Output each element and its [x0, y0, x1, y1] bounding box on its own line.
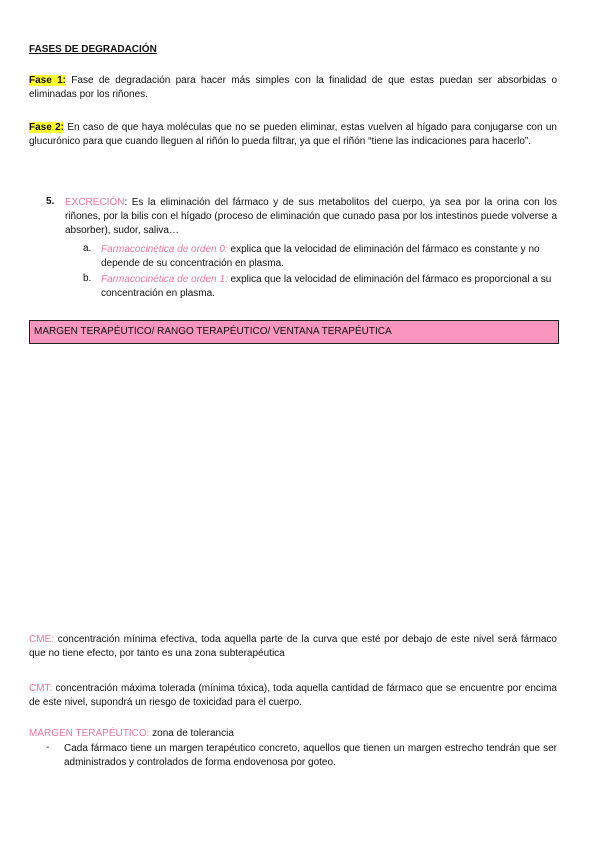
excrecion-number: 5. — [46, 196, 55, 207]
item-a-text: explica que la velocidad de eliminación del fármaco es constante y no depende de su concentración en plasma. — [101, 244, 540, 269]
cmt-paragraph — [29, 682, 557, 710]
excrecion-text: : Es la eliminación del fármaco y de sus metabolitos del cuerpo, ya sea por la orina con los riñones, por la bilis con el hígado (proceso de eliminación que cunado pasa por los intestinos puede volverse a absorber), sudor, saliva… — [65, 197, 557, 236]
cmt-text: concentración máxima tolerada (mínima tóxica), toda aquella cantidad de fármaco que se encuentre por encima de este nivel, supondrá un riesgo de toxicidad para el cuerpo. — [29, 683, 557, 708]
item-a-letter: a. — [83, 243, 92, 254]
item-a-term: Farmacocinética de orden 0: — [101, 244, 228, 255]
cmt-term: CMT: — [29, 683, 53, 694]
cme-term: CME: — [29, 634, 54, 645]
margen-bullet-text: Cada fármaco tiene un margen terapéutico concreto, aquellos que tienen un margen estrecho tendrán que ser administrados y controlados de forma endovenosa por goteo. — [64, 743, 557, 768]
item-b-term: Farmacocinética de orden 1: — [101, 274, 228, 285]
excrecion-term: EXCRECIÓN — [65, 197, 125, 208]
margen-term: MARGEN TERAPÉUTICO: — [29, 728, 150, 739]
fase2-label: Fase 2: — [29, 122, 65, 133]
section-title: FASES DE DEGRADACIÓN — [29, 44, 157, 55]
margen-header-box: MARGEN TERAPÉUTICO/ RANGO TERAPÉUTICO/ VENTANA TERAPÉUTICA — [29, 320, 559, 344]
fase1-paragraph — [29, 74, 557, 102]
cme-paragraph — [29, 633, 557, 661]
item-a-paragraph — [101, 243, 557, 271]
cme-text: concentración mínima efectiva, toda aquella parte de la curva que esté por debajo de este nivel será fármaco que no tiene efecto, por tanto es una zona subterapéutica — [29, 634, 557, 659]
fase1-text: Fase de degradación para hacer más simples con la finalidad de que estas puedan ser absorbidas o eliminadas por los riñones. — [29, 75, 557, 100]
item-b-letter: b. — [83, 273, 92, 284]
fase2-paragraph — [29, 121, 557, 149]
fase2-text: En caso de que haya moléculas que no se pueden eliminar, estas vuelven al hígado para conjugarse con un glucurónico para que cuando lleguen al riñón lo pueda filtrar, ya que el riñón “tiene las indicaciones para hacerlo”. — [29, 122, 557, 147]
margen-paragraph — [29, 727, 557, 741]
margen-text: zona de tolerancia — [149, 728, 234, 739]
fase1-label: Fase 1: — [29, 75, 66, 86]
margen-bullet: - — [46, 742, 50, 753]
item-b-paragraph — [101, 273, 557, 301]
excrecion-paragraph — [65, 196, 557, 238]
item-b-text: explica que la velocidad de eliminación del fármaco es proporcional a su concentración en plasma. — [101, 274, 552, 299]
